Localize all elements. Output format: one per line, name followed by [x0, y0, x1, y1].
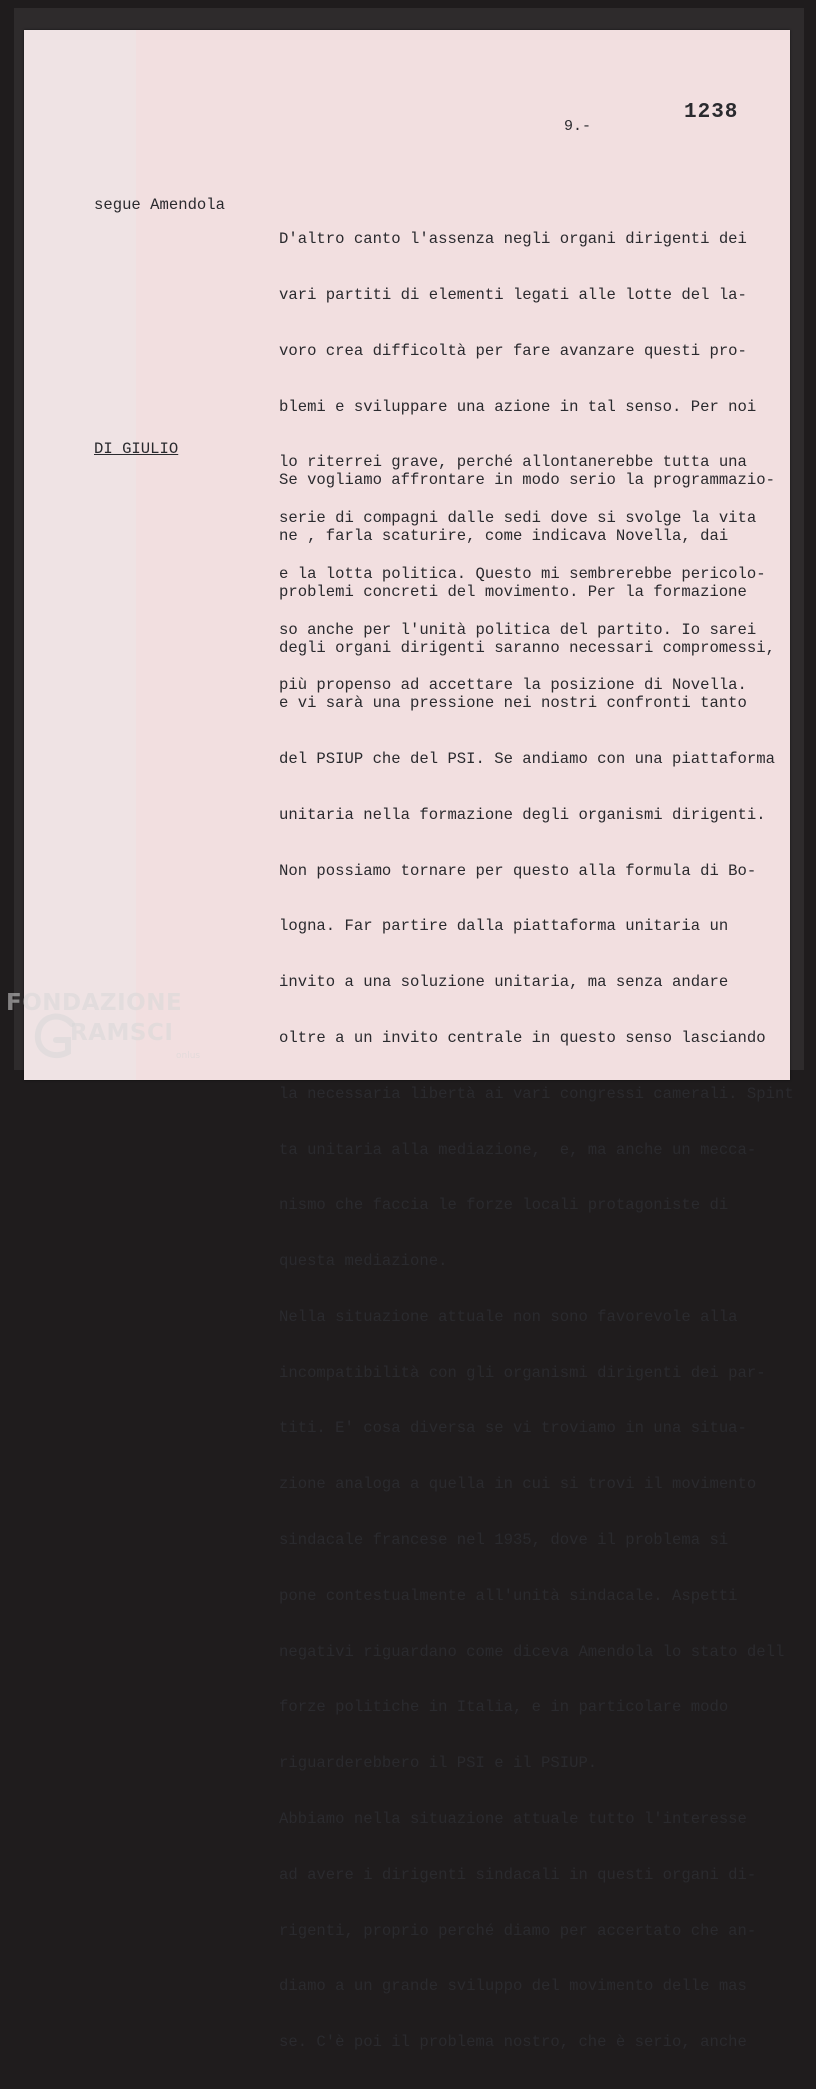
text-line: più propenso ad accettare la posizione di Novella.	[279, 676, 747, 695]
text-line: degli organi dirigenti saranno necessari compromessi,	[279, 638, 775, 657]
page-left-strip	[24, 30, 136, 1080]
text-line: lo riterrei grave, perché allontanerebbe tutta una	[279, 453, 747, 472]
text-line: problemi concreti del movimento. Per la formazione	[279, 582, 747, 601]
text-line: vari partiti di elementi legati alle lotte del la-	[279, 285, 747, 304]
text-line: forze politiche in Italia, e in particolare modo	[279, 1698, 729, 1717]
text-line: D'altro canto l'assenza negli organi dirigenti dei	[279, 230, 747, 249]
text-line: riguarderebbero il PSI e il PSIUP.	[279, 1754, 598, 1773]
document-page	[24, 30, 794, 2052]
text-line: Nella situazione attuale non sono favorevole alla	[279, 1307, 738, 1326]
text-line: rigenti, proprio perché diamo per accertato che an-	[279, 1921, 757, 1940]
text-line: diamo a un grande sviluppo del movimento delle mas	[279, 1977, 747, 1996]
text-line: pone contestualmente all'unità sindacale. Aspetti	[279, 1586, 738, 1605]
text-line: nismo che faccia le forze locali protagoniste di	[279, 1196, 729, 1215]
text-line: zione analoga a quella in cui si trovi il movimento	[279, 1475, 757, 1494]
text-line: ta unitaria alla mediazione, e, ma anche un mecca-	[279, 1140, 757, 1159]
text-line: voro crea difficoltà per fare avanzare questi pro-	[279, 341, 747, 360]
text-line: logna. Far partire dalla piattaforma unitaria un	[279, 917, 729, 936]
text-line: sindacale francese nel 1935, dove il problema si	[279, 1531, 729, 1550]
text-line: se. C'è poi il problema nostro, che è serio, anche	[279, 2033, 747, 2052]
text-line: oltre a un invito centrale in questo senso lasciando	[279, 1029, 766, 1047]
watermark-line-1: FONDAZIONE	[6, 990, 183, 1016]
text-line: so anche per l'unità politica del partito. Io sarei	[279, 620, 757, 639]
text-line: Non possiamo tornare per questo alla formula di Bo-	[279, 861, 757, 880]
text-line: unitaria nella formazione degli organismi dirigenti.	[279, 805, 766, 824]
text-line: Se vogliamo affrontare in modo serio la programmazio-	[279, 471, 775, 490]
page-number: 9.-	[564, 118, 592, 135]
speech-paragraph	[279, 434, 794, 2089]
text-line: negativi riguardano come diceva Amendola lo stato dell	[279, 1642, 785, 1661]
text-line: ad avere i dirigenti sindacali in questi organi di-	[279, 1865, 757, 1884]
text-line: ne , farla scaturire, come indicava Novella, dai	[279, 526, 729, 545]
text-line: e vi sarà una pressione nei nostri confronti tanto	[279, 694, 747, 713]
text-line: invito a una soluzione unitaria, ma senza andare	[279, 973, 729, 992]
text-line: del PSIUP che del PSI. Se andiamo con una piattaforma	[279, 750, 775, 769]
text-line: blemi e sviluppare una azione in tal senso. Per noi	[279, 397, 757, 416]
text-line: la necessaria libertà ai vari congressi camerali. Spint	[279, 1084, 794, 1103]
text-line: serie di compagni dalle sedi dove si svolge la vita	[279, 509, 757, 528]
document-number: 1238	[684, 101, 739, 124]
text-line: incompatibilità con gli organismi dirigenti dei par-	[279, 1363, 766, 1382]
text-line: questa mediazione.	[279, 1252, 448, 1271]
text-line: titi. E' cosa diversa se vi troviamo in una situa-	[279, 1419, 747, 1438]
text-line: Abbiamo nella situazione attuale tutto l'interesse	[279, 1809, 747, 1828]
watermark-onlus: onlus	[176, 1051, 201, 1061]
text-line: e la lotta politica. Questo mi sembrerebbe pericolo-	[279, 564, 766, 583]
fondazione-gramsci-watermark	[6, 990, 206, 1070]
watermark-line-2: RAMSCI	[70, 1020, 174, 1046]
speaker-label: DI GIULIO	[94, 440, 179, 458]
speaker-label: segue Amendola	[94, 196, 226, 214]
